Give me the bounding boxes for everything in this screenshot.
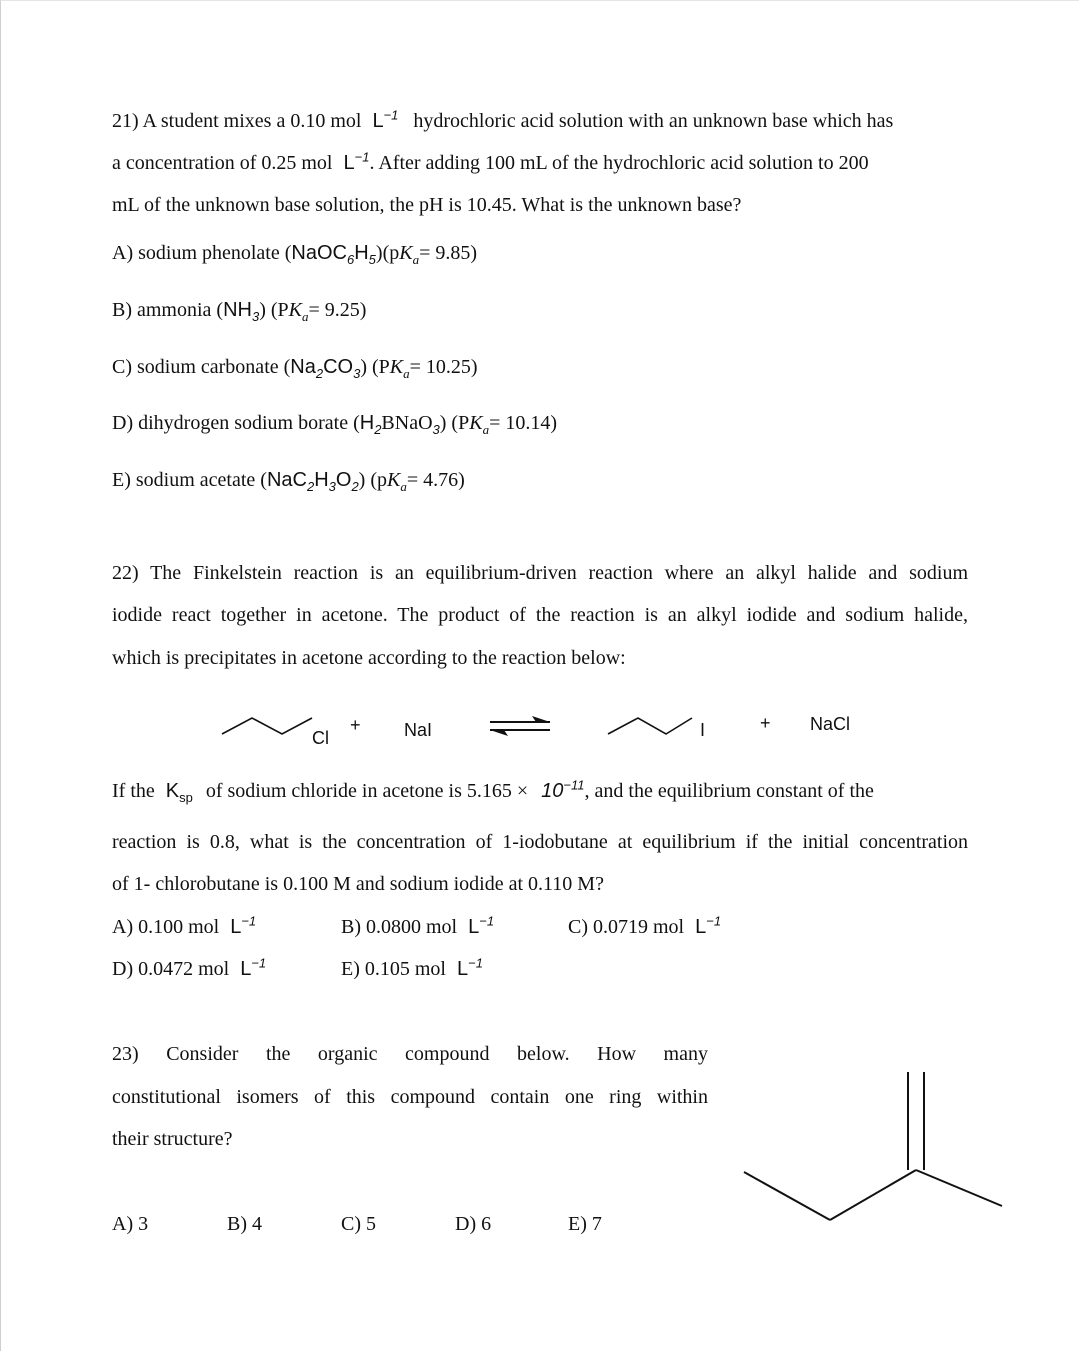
K-symbol: K — [399, 242, 413, 264]
subscript: 6 — [346, 252, 355, 267]
option-text: )(p — [375, 242, 400, 264]
q22-line-6: of 1- chlorobutane is 0.100 M and sodium iodide at 0.110 M? — [112, 873, 604, 895]
q22-answer-d — [112, 955, 267, 981]
unit-exponent: −1 — [354, 149, 370, 165]
chlorobutane-structure — [218, 712, 318, 742]
unit-exponent: −1 — [468, 955, 483, 971]
q22-line-1: 22) The Finkelstein reaction is an equilibrium-driven reaction where an alkyl halide and sodium — [112, 562, 968, 584]
formula: O — [335, 469, 352, 491]
subscript: a — [403, 366, 410, 381]
power-base: 10 — [541, 780, 564, 802]
option-text: ) (P — [439, 412, 470, 434]
sodium-iodide-label: NaI — [404, 720, 433, 740]
q21-option-b — [112, 299, 366, 322]
formula: H — [314, 469, 329, 491]
answer-label: C) 0.0719 mol — [568, 916, 685, 938]
q21-option-d — [112, 412, 557, 435]
iodobutane-structure — [604, 712, 700, 742]
unit-exponent: −1 — [383, 107, 399, 123]
formula: Na — [290, 356, 316, 378]
subscript: a — [400, 479, 407, 494]
formula: CO — [323, 356, 354, 378]
q23-answer-b: B) 4 — [227, 1213, 262, 1235]
answer-label: E) 0.105 mol — [341, 958, 446, 980]
K-symbol: K — [387, 469, 401, 491]
option-text: B) ammonia ( — [112, 299, 224, 321]
option-text: ) (P — [259, 299, 289, 321]
unit-L: L — [240, 958, 252, 980]
q22-line-2: iodide react together in acetone. The product of the reaction is an alkyl iodide and sodium halide, — [112, 604, 968, 626]
unit-exponent: −1 — [706, 913, 722, 929]
answer-label: B) 0.0800 mol — [341, 916, 458, 938]
subscript: 3 — [353, 366, 361, 381]
plus-sign: + — [760, 713, 771, 733]
q23-answer-e: E) 7 — [568, 1213, 602, 1235]
q22-line-4 — [112, 777, 874, 805]
q21-text: hydrochloric acid solution with an unknown base which has — [413, 110, 894, 132]
option-value: = 10.14) — [489, 412, 558, 434]
q21-text: a concentration of 0.25 mol — [112, 152, 333, 174]
unit-L: L — [468, 916, 480, 938]
unit-exponent: −1 — [251, 955, 267, 971]
subscript: 2 — [374, 422, 382, 437]
subscript: 2 — [315, 366, 324, 381]
q21-option-e — [112, 469, 465, 492]
q23-line-2: constitutional isomers of this compound contain one ring within — [112, 1086, 708, 1108]
unit-exponent: −1 — [241, 913, 257, 929]
subscript: 3 — [251, 309, 260, 324]
q23-answer-a: A) 3 — [112, 1213, 149, 1235]
q22-answer-b — [341, 913, 495, 939]
subscript: 3 — [328, 479, 336, 494]
unit-L: L — [343, 152, 355, 174]
ksp-symbol: K — [165, 780, 180, 802]
formula: NaC — [266, 469, 307, 491]
option-value: = 10.25) — [409, 356, 478, 378]
q21-option-c — [112, 356, 478, 379]
q21-line-2 — [112, 149, 869, 175]
answer-label: D) 0.0472 mol — [112, 958, 230, 980]
q21-text: . After adding 100 mL of the hydrochloric acid solution to 200 — [369, 152, 869, 174]
option-value: = 9.25) — [308, 299, 367, 321]
subscript: a — [412, 252, 420, 267]
subscript: 5 — [368, 252, 376, 267]
subscript: a — [302, 309, 309, 324]
option-value: = 9.85) — [419, 242, 478, 264]
q22-answer-e — [341, 955, 483, 981]
q22-answer-c — [568, 913, 722, 939]
methylbutene-structure — [740, 1066, 1006, 1226]
q22-line-5: reaction is 0.8, what is the concentration of 1-iodobutane at equilibrium if the initial concentration — [112, 831, 968, 853]
q22-line-3: which is precipitates in acetone according to the reaction below: — [112, 647, 626, 669]
power-exponent: −11 — [563, 777, 585, 793]
q22-answer-a — [112, 913, 257, 939]
formula: BNaO — [381, 412, 433, 434]
K-symbol: K — [389, 356, 404, 378]
formula: H — [359, 412, 375, 434]
formula: NaOC — [291, 242, 347, 264]
unit-L: L — [372, 110, 384, 132]
q21-line-1 — [112, 107, 894, 133]
option-text: E) sodium acetate ( — [112, 469, 267, 491]
unit-L: L — [230, 916, 242, 938]
q23-line-3: their structure? — [112, 1128, 233, 1150]
option-text: A) sodium phenolate ( — [112, 242, 292, 264]
option-text: C) sodium carbonate ( — [112, 356, 291, 378]
K-symbol: K — [469, 412, 483, 434]
unit-L: L — [457, 958, 469, 980]
subscript: a — [482, 422, 490, 437]
q21-line-3: mL of the unknown base solution, the pH is 10.45. What is the unknown base? — [112, 194, 742, 216]
subscript: 3 — [432, 422, 440, 437]
formula: NH — [223, 299, 252, 321]
option-text: ) (p — [358, 469, 387, 491]
q22-text: If the — [112, 780, 155, 802]
q23-line-1: 23) Consider the organic compound below. How many — [112, 1043, 708, 1065]
sodium-chloride-label: NaCl — [810, 714, 851, 734]
option-text: D) dihydrogen sodium borate ( — [112, 412, 360, 434]
unit-exponent: −1 — [479, 913, 495, 929]
K-symbol: K — [288, 299, 303, 321]
plus-sign: + — [350, 715, 361, 735]
q23-answer-d: D) 6 — [455, 1213, 492, 1235]
subscript: 2 — [306, 479, 315, 494]
option-text: ) (P — [360, 356, 390, 378]
subscript: 2 — [351, 479, 359, 494]
formula: H — [354, 242, 369, 264]
answer-label: A) 0.100 mol — [112, 916, 220, 938]
ksp-subscript: sp — [179, 790, 193, 805]
option-value: = 4.76) — [406, 469, 465, 491]
q21-text: 21) A student mixes a 0.10 mol — [112, 110, 362, 132]
unit-L: L — [695, 916, 707, 938]
q22-text: , and the equilibrium constant of the — [584, 780, 874, 802]
q21-option-a — [112, 242, 477, 265]
iodine-label: I — [700, 720, 706, 740]
equilibrium-arrows-icon — [488, 714, 554, 738]
q23-answer-c: C) 5 — [341, 1213, 376, 1235]
chlorine-label: Cl — [312, 728, 329, 748]
q22-text: of sodium chloride in acetone is 5.165 × — [205, 780, 529, 802]
